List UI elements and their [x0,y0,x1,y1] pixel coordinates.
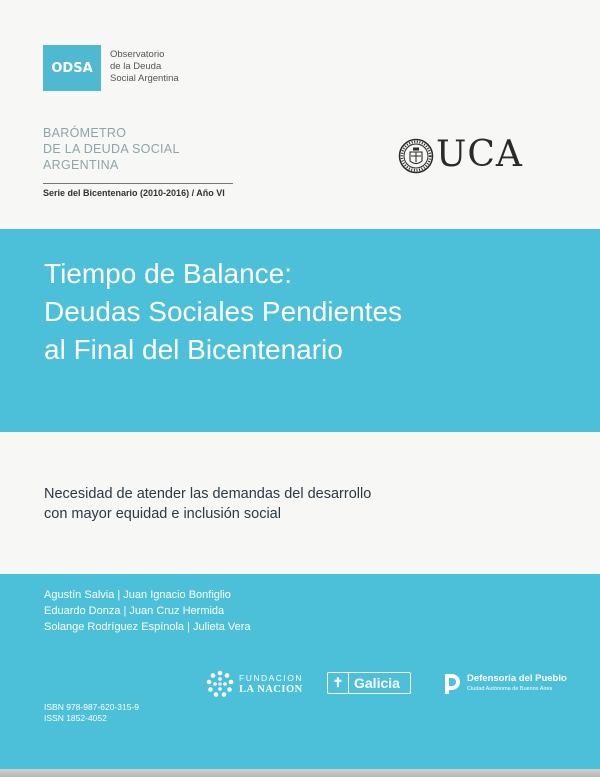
book-title [44,255,402,369]
barometro-line: ARGENTINA [43,158,119,172]
sponsor-logos [0,668,600,702]
fundacion-line1: FUNDACION [239,673,304,683]
uca-wordmark: UCA [436,134,523,175]
odsa-line: Observatorio [110,49,165,60]
galicia-label: Galicia [354,675,400,691]
uca-logo [398,134,538,178]
isbn-line: ISBN 978-987-620-315-9 [44,702,139,712]
defensoria-sub: Ciudad Autónoma de Buenos Aires [467,686,553,692]
odsa-line: de la Deuda [110,61,162,72]
barometro-line: DE LA DEUDA SOCIAL [43,142,180,156]
subtitle-line: con mayor equidad e inclusión social [44,506,281,522]
authors-line: Agustín Salvia | Juan Ignacio Bonfiglio [44,589,231,601]
defensoria-logo [443,672,567,696]
title-line: al Final del Bicentenario [44,334,343,365]
authors-line: Solange Rodríguez Espínola | Julieta Vera [44,621,251,633]
odsa-name [110,49,179,85]
fundacion-la-nacion-logo [205,668,303,700]
issn-line: ISSN 1852-4052 [44,713,107,723]
book-subtitle [44,484,371,524]
fundacion-line2: LA NACION [239,684,303,695]
title-line: Tiempo de Balance: [44,258,292,289]
uca-seal-icon [398,138,434,174]
barometro-heading [43,125,180,173]
galicia-logo [327,672,411,694]
odsa-badge: ODSA [43,45,101,91]
defensoria-d-icon [443,672,463,696]
defensoria-name: Defensoría del Pueblo [467,673,567,684]
cross-icon: ✝ [328,673,349,693]
barometro-line: BARÓMETRO [43,126,127,140]
odsa-line: Social Argentina [110,73,179,84]
authors-list [44,587,251,635]
isbn-block [44,702,139,724]
title-line: Deudas Sociales Pendientes [44,296,403,327]
fundacion-dots-icon [205,669,235,699]
authors-line: Eduardo Donza | Juan Cruz Hermida [44,605,225,617]
subtitle-line: Necesidad de atender las demandas del desarrollo [44,486,372,502]
divider [43,183,233,184]
series-label: Serie del Bicentenario (2010-2016) / Año VI [43,188,225,198]
